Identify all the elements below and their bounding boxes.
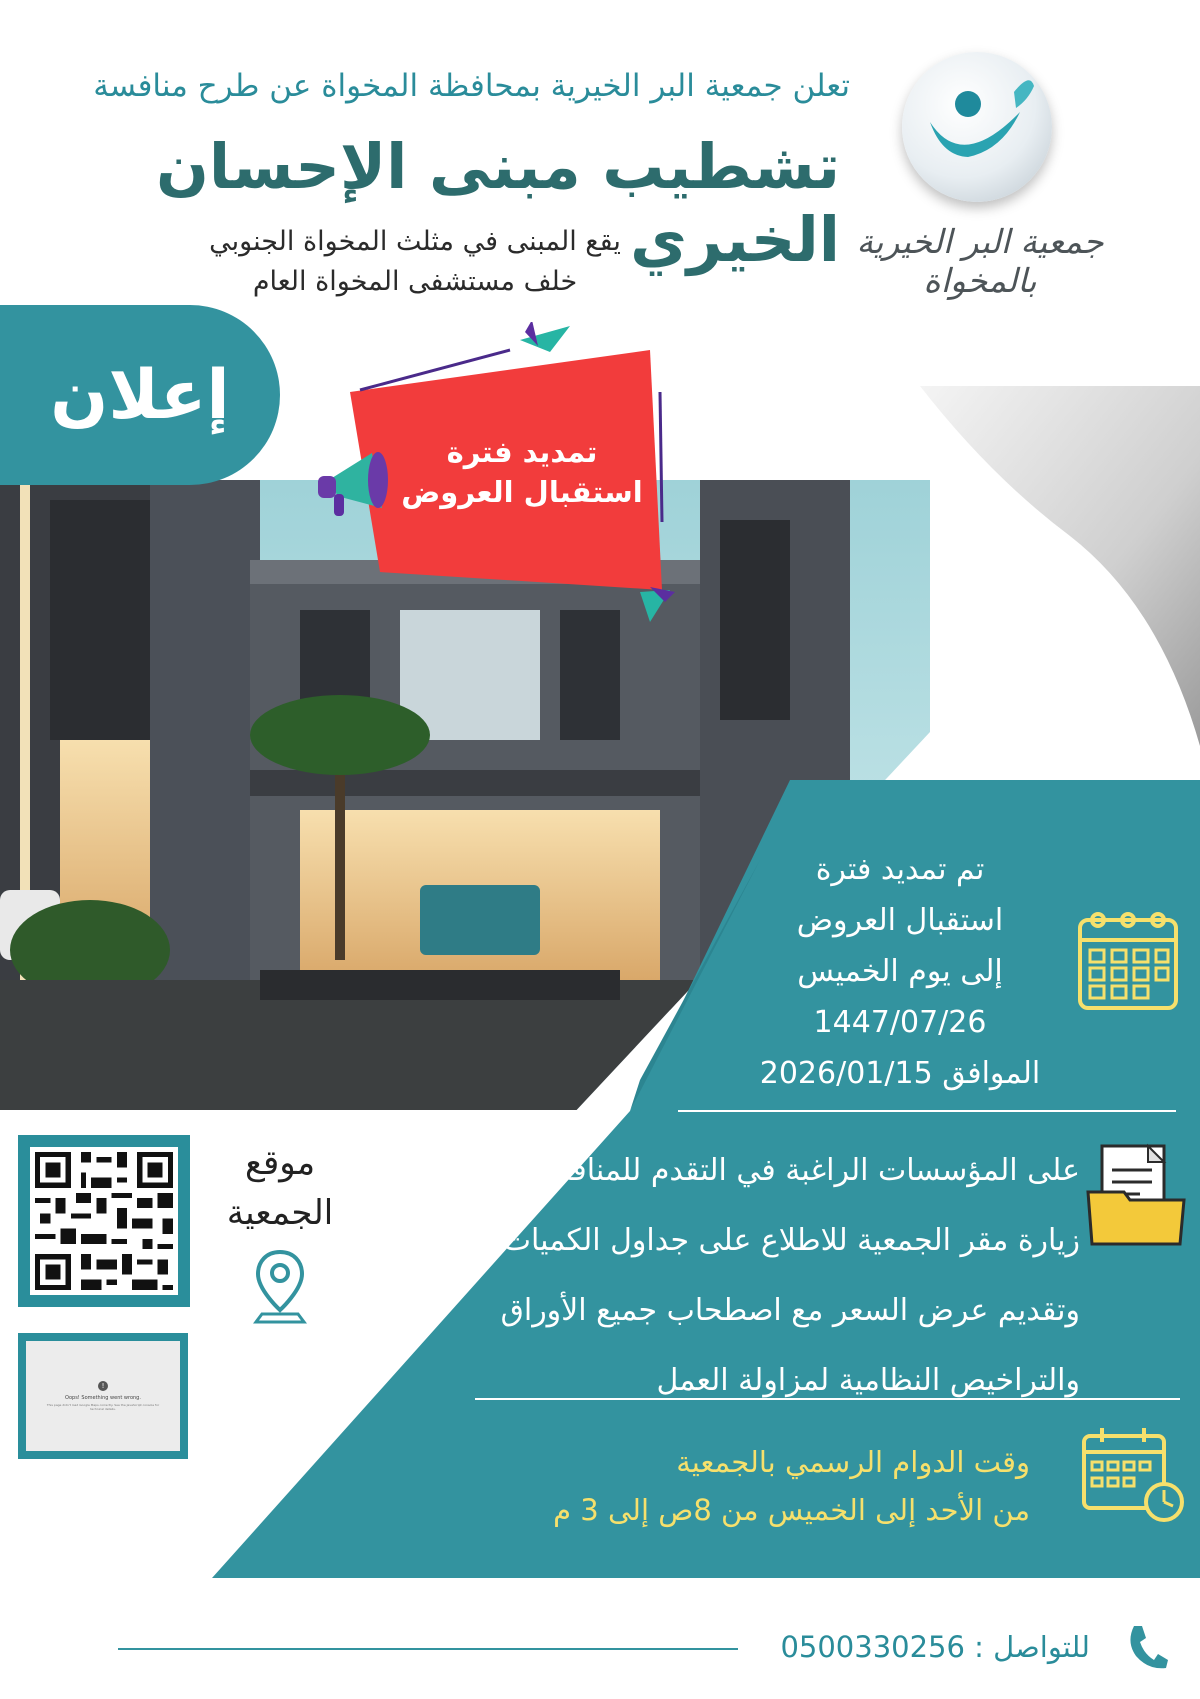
footer-divider bbox=[118, 1648, 738, 1650]
badge-line-1: تمديد فترة bbox=[446, 435, 598, 469]
logo-name: جمعية البر الخيرية بالمخواة bbox=[856, 222, 1104, 300]
announcement-label: إعلان bbox=[50, 355, 230, 435]
extension-line-3: إلى يوم الخميس bbox=[797, 954, 1003, 989]
document-folder-icon bbox=[1084, 1140, 1190, 1250]
extension-line-1: تم تمديد فترة bbox=[815, 852, 985, 887]
error-subtitle: This page didn't load Google Maps correctly. See the JavaScript console for technical details. bbox=[46, 1403, 160, 1411]
site-label-line-2: الجمعية bbox=[226, 1193, 334, 1233]
calendar-clock-icon bbox=[1078, 1424, 1188, 1524]
requirements-line-2: زيارة مقر الجمعية للاطلاع على جداول الكميات bbox=[502, 1223, 1080, 1258]
location-line-1: يقع المبنى في مثلث المخواة الجنوبي bbox=[209, 226, 621, 257]
qr-code[interactable] bbox=[18, 1135, 190, 1307]
requirements-line-3: وتقديم عرض السعر مع اصطحاب جميع الأوراق bbox=[500, 1293, 1080, 1328]
calendar-icon bbox=[1074, 906, 1184, 1016]
site-label bbox=[200, 1138, 360, 1238]
location-pin-icon[interactable] bbox=[252, 1248, 308, 1324]
site-label-line-1: موقع bbox=[244, 1143, 316, 1183]
hijri-date: 1447/07/26 bbox=[813, 1005, 987, 1040]
extension-line-2: استقبال العروض bbox=[796, 903, 1004, 938]
map-embed[interactable] bbox=[18, 1333, 188, 1459]
project-title: تشطيب مبنى الإحسان الخيري bbox=[156, 130, 840, 276]
requirements-line-4: والتراخيص النظامية لمزاولة العمل bbox=[656, 1363, 1080, 1398]
error-info-icon: ! bbox=[98, 1381, 108, 1391]
badge-text bbox=[392, 432, 652, 512]
badge-line-2: استقبال العروض bbox=[401, 475, 643, 509]
announcer-line: تعلن جمعية البر الخيرية بمحافظة المخواة عن طرح منافسة bbox=[93, 68, 850, 104]
divider-1 bbox=[678, 1110, 1176, 1112]
extension-text bbox=[740, 844, 1060, 1099]
location-line-2: خلف مستشفى المخواة العام bbox=[252, 266, 578, 297]
divider-2 bbox=[475, 1398, 1180, 1400]
megaphone-icon bbox=[312, 438, 402, 528]
phone-icon[interactable] bbox=[1124, 1622, 1170, 1672]
hours-text bbox=[470, 1438, 1030, 1534]
gregorian-date: الموافق 2026/01/15 bbox=[759, 1056, 1041, 1091]
requirements-line-1: على المؤسسات الراغبة في التقدم للمنافسة bbox=[529, 1153, 1080, 1188]
hours-line-2: من الأحد إلى الخميس من 8ص إلى 3 م bbox=[553, 1493, 1030, 1527]
announcement-tab bbox=[0, 305, 280, 485]
requirements-text bbox=[420, 1136, 1080, 1416]
error-title: Oops! Something went wrong. bbox=[65, 1395, 141, 1401]
contact-text[interactable]: للتواصل : 0500330256 bbox=[780, 1630, 1090, 1664]
map-error-box bbox=[26, 1341, 180, 1451]
hours-line-1: وقت الدوام الرسمي بالجمعية bbox=[676, 1445, 1030, 1479]
